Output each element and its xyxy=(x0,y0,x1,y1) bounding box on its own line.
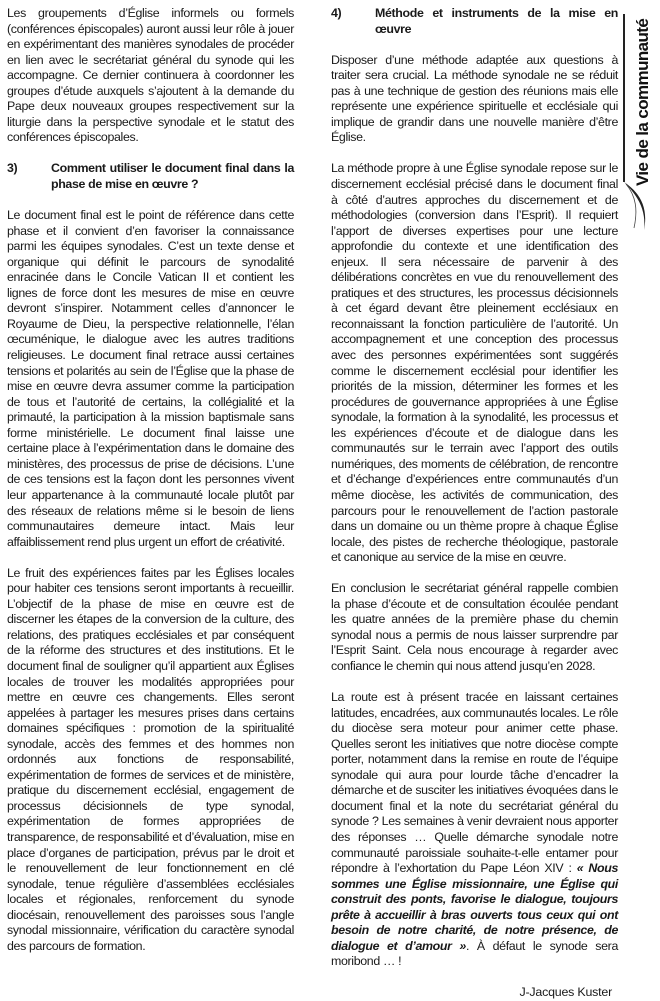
section-title: Comment utiliser le document final dans la phase de mise en œuvre ? xyxy=(51,161,294,192)
paragraph-groupements: Les groupements d’Église informels ou formels (conférences épiscopales) auront aussi leur rôle à jouer en expérimentant des manières synodales de procéder en lien avec le secrétariat général du synode qui les accompagne. Ce dernier continuera à coordonner les groupes d’étude auxquels s’ajoutent à la demande du Pape deux nouveaux groupes respectivement sur la liturgie dans la perspective synodale et le statut des conférences épiscopales. xyxy=(7,6,294,145)
paragraph-document-final: Le document final est le point de référence dans cette phase et il convient d’en favoriser la connaissance parmi les équipes synodales. C’est un texte dense et organique qui définit le parcours de synodalité enracinée dans le Concile Vatican II et contient les lignes de force dont les mesures de mise en œuvre devront s’inspirer. Notamment celles d’annoncer le Royaume de Dieu, la perspective relationnelle, l’élan œcuménique, le dialogue avec les autres traditions religieuses. Le document final retrace aussi certaines tensions et polarités au sein de l’Église que la phase de mise en œuvre devra assumer comme la participation de tous et l’autorité de certains, la collégialité et la primauté, la participation à la mission baptismale sans forme ministérielle. Le document final laisse une certaine place à l’expérimentation dans le domaine des ministères, des processus de prise de décisions. L’une de ces tensions est la façon dont les personnes vivent leur appartenance à la communauté locale plutôt par des réseaux de relations même si le besoin de liens communautaires demeure intact. Mais leur affaiblissement rend plus urgent un effort de créativité. xyxy=(7,208,294,549)
section-title: Méthode et instruments de la mise en œuvre xyxy=(375,6,618,36)
section-heading-4 xyxy=(331,6,618,37)
section-number: 3) xyxy=(7,161,18,176)
right-column xyxy=(331,6,618,1001)
swoosh-ornament-icon xyxy=(622,180,652,232)
left-column xyxy=(7,6,294,970)
paragraph-route xyxy=(331,690,618,970)
paragraph-conclusion: En conclusion le secrétariat général rappelle combien la phase d’écoute et de consultation écoulée pendant les quatre années de la première phase du chemin synodal nous a permis de nous laisser surprendre par l’Esprit Saint. Cela nous encourage à regarder avec confiance le chemin qui nous attend jusqu’en 2028. xyxy=(331,581,618,673)
section-number: 4) xyxy=(331,6,342,20)
paragraph-methode-propre: La méthode propre à une Église synodale repose sur le discernement ecclésial précisé dans le document final à côté d’autres approches du discernement et de méthodologies (conversion dans l’Esprit). Il requiert l’apport de diverses expertises pour une lecture approfondie du contexte et une identification des enjeux. Il sera nécessaire de parvenir à des délibérations concrètes en vue du renouvellement des pratiques et des structures, les processus décisionnels à cet égard devant être pleinement ecclésiaux en reconnaissant la fonction particulière de l’autorité. Un accompagnement et une conception des processus avec des personnes expérimentées sont suggérés comme le discernement ecclésial pour identifier les priorités de la mission, déterminer les formes et les procédures de gouvernance appropriées à une Église synodale, la formation à la synodalité, les processus et les expériences d’écoute et de dialogue dans les communautés sur le terrain avec l’apport des outils numériques, des moments de célébration, de rencontre et d’échange d’expériences entre communautés d’un même diocèse, les activités de communication, des parcours pour le renouvellement de l’action pastorale dans un domaine ou un thème propre à chaque Église locale, des pistes de recherche théologique, pastorale et canonique au service de la mise en œuvre. xyxy=(331,161,618,565)
sidebar-divider xyxy=(623,14,625,182)
author-signature: J-Jacques Kuster xyxy=(519,985,612,1000)
section-banner-title: Vie de la communauté xyxy=(633,18,652,186)
section-heading-3 xyxy=(7,161,294,192)
route-intro: La route est à présent tracée en laissant certaines latitudes, encadrées, aux communautés locales. Le rôle du diocèse sera moteur pour animer cette phase. Quelles seront les initiatives que notre diocèse compte porter, notamment dans la remise en route de l’équipe synodale qui aura pour lourde tâche d’encadrer la démarche et de susciter les initiatives évoquées dans le document final et la note du secrétariat général du synode ? Les semaines à venir devraient nous apporter des réponses … Quelle démarche synodale notre communauté paroissiale souhaite-t-elle entamer pour répondre à l’exhortation du Pape Léon XIV : xyxy=(331,690,618,876)
route-outro: . À défaut le synode sera moribond … ! xyxy=(331,938,618,969)
pope-quote: « Nous sommes une Église missionnaire, une Église qui construit des ponts, favorise le dialogue, toujours prête à accueillir à bras ouverts tous ceux qui ont besoin de notre charité, de notre présence, de dialogue et d’amour » xyxy=(331,861,619,953)
paragraph-methode: Disposer d’une méthode adaptée aux questions à traiter sera crucial. La méthode synodale ne se réduit pas à une technique de gestion des réunions mais elle représente une expérience spirituelle et ecclésiale qui implique de grandir dans une nouvelle manière d’être Église. xyxy=(331,52,618,145)
paragraph-fruit-experiences: Le fruit des expériences faites par les Églises locales pour habiter ces tensions seront importants à recueillir. L’objectif de la phase de mise en œuvre est de discerner les étapes de la conversion de la culture, des relations, des pratiques ecclésiales et par conséquent de la réforme des structures et des institutions. Et le document final de souligner qu’il appartient aux Églises locales de trouver les modalités appropriées pour mettre en œuvre ces changements. Elles seront appelées à partager les mesures prises dans certains domaines spécifiques : promotion de la spiritualité synodale, accès des femmes et des hommes non ordonnés aux fonctions de responsabilité, expérimentation de formes de services et de ministère, pratique du discernement ecclésial, engagement de processus décisionnels de type synodal, expérimentation de formes appropriées de transparence, de responsabilité et d’évaluation, mise en place d’organes de participation, prévus par le droit et le renouvellement de leur fonctionnement en clé synodale, tenue régulière d’assemblées ecclésiales locales et régionales, renforcement du synode diocésain, renouvellement des paroisses sous l’angle synodal missionnaire, vérification du caractère synodal des parcours de formation. xyxy=(7,565,294,953)
